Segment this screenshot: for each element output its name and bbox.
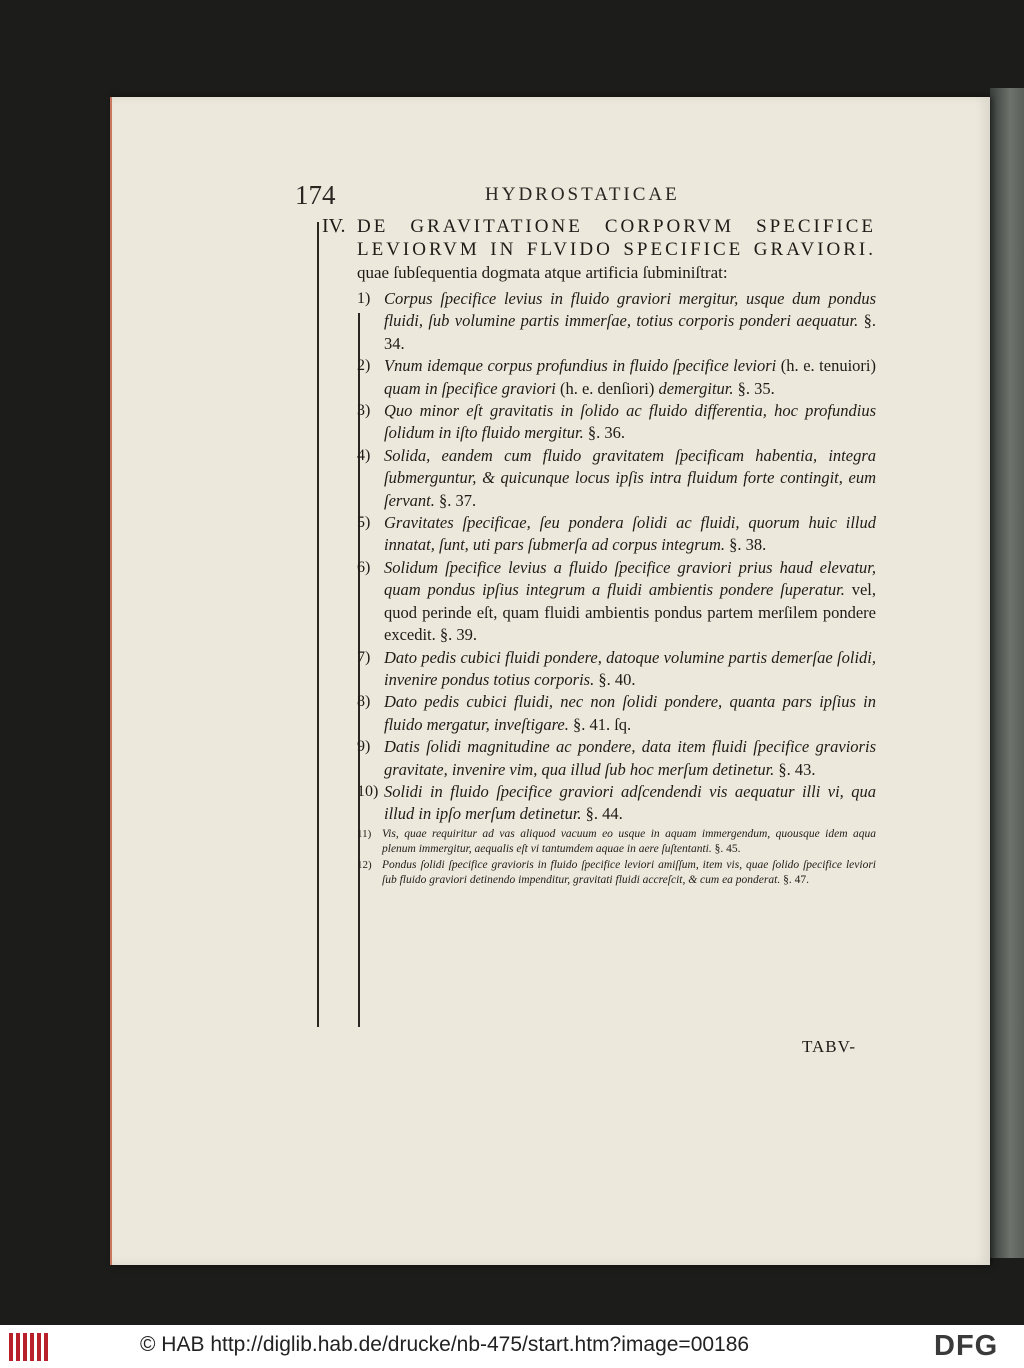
item-number: 2) [357,357,371,375]
list-item [320,288,876,355]
item-number: 6) [357,558,371,576]
item-reference: §. 44. [585,804,623,824]
item-reference: §. 36. [587,423,625,443]
item-reference: §. 43. [778,759,816,779]
item-number: 9) [357,738,371,756]
item-number: 4) [357,446,371,464]
item-text-roman: (h. e. denſiori) [559,378,655,398]
item-reference: §. 37. [439,490,477,510]
item-number: 7) [357,648,371,666]
item-text: Pondus ſolidi ſpecifice gravioris in fluido ſpecifice leviori amiſſum, item vis, quae ſolido ſpecifice leviori ſub fluido graviori detinendo impenditur, gravitati fluidi accreſcit, & cum ea ponderat. [382,858,876,886]
list-item [320,445,876,512]
item-text: Dato pedis cubici fluidi, nec non ſolidi pondere, quanta pars ipſius in fluido mergatur, inveſtigare. [384,692,876,734]
margin-rule-outer [317,222,319,1027]
running-title: HYDROSTATICAE [485,184,680,205]
list-item [320,781,876,826]
page-content [320,215,876,888]
list-item [320,400,876,445]
page-number: 174 [295,180,336,210]
list-item [320,557,876,647]
adjacent-page-edge [990,88,1024,1258]
book-page [110,97,990,1265]
propositions-list [320,288,876,888]
item-text: Solida, eandem cum fluido gravitatem ſpecificam habentia, integra ſubmerguntur, & quicunque locus ipſis intra fluidum forte contingit, eum ſervant. [384,445,876,510]
item-text: quam in ſpecifice graviori [384,378,556,398]
dfg-logo: DFG [934,1330,999,1362]
list-item [320,647,876,692]
catchword: TABV- [802,1037,857,1056]
list-item [320,858,876,888]
item-text: demergitur. [658,378,734,398]
item-text: Solidi in fluido ſpecifice graviori adſcendendi vis aequatur illi vi, qua illud in ipſo merſum detinetur. [384,781,876,824]
item-text: Gravitates ſpecificae, ſeu pondera ſolidi ac fluidi, quorum huic illud innatat, ſunt, uti pars ſubmerſa ad corpus integrum. [384,513,876,555]
item-number: 5) [357,514,371,532]
item-reference: §. 47. [783,873,809,886]
item-text: Quo minor eſt gravitatis in ſolido ac fluido differentia, hoc profundius ſolidum in iſto fluido mergitur. [384,401,876,443]
item-number: 12) [357,858,372,871]
item-text: Solidum ſpecifice levius a fluido ſpecifice graviori prius haud elevatur, quam pondus ipſius integrum a fluidi ambientis pondere ſuperatur. [384,557,876,600]
source-link[interactable]: © HAB http://diglib.hab.de/drucke/nb-475/start.htm?image=00186 [140,1333,750,1356]
hab-logo-icon [9,1333,51,1361]
item-text: Vis, quae requiritur ad vas aliquod vacuum eo usque in aquam immergendum, quousque idem aqua plenum immergitur, aequalis eſt vi tantumdem aquae in aere ſuſtentanti. [382,827,876,855]
item-number: 11) [357,827,372,840]
section-title-caps: DE GRAVITATIONE CORPORVM SPECIFICE LEVIORVM IN FLVIDO SPECIFICE GRAVIORI. [357,216,876,260]
item-reference: §. 34. [384,311,877,353]
item-text: Datis ſolidi magnitudine ac pondere, data item fluidi ſpecifice gravioris gravitate, invenire vim, qua illud ſub hoc merſum detinetur. [384,737,876,779]
item-text: Corpus ſpecifice levius in fluido graviori mergitur, usque dum pondus fluidi, ſub volumine partis immerſae, totius corporis ponderi aequatur. [384,289,876,331]
item-reference: §. 38. [729,535,767,555]
list-item [320,691,876,736]
section-title [320,215,876,284]
list-item [320,512,876,557]
item-reference: §. 35. [737,378,775,398]
item-reference: §. 41. ſq. [572,714,632,734]
running-head [112,180,990,210]
item-number: 8) [357,693,371,711]
item-number: 3) [357,402,371,420]
item-text-roman: (h. e. tenuiori) [780,356,877,376]
item-reference: §. 39. [439,625,478,645]
section-heading [320,215,876,284]
item-reference: §. 40. [598,669,636,689]
item-number: 1) [357,290,371,307]
item-text-roman: vel, quod perinde eſt, quam fluidi ambientis pondus partem merſilem pondere excedit. [384,580,877,645]
list-item [320,827,876,857]
section-title-rest: quae ſubſequentia dogmata atque artificia ſubminiſtrat: [357,263,728,282]
section-number: IV. [322,215,346,237]
viewer-footer [0,1325,1024,1368]
list-item [320,736,876,781]
item-number: 10) [357,782,379,800]
item-text: Vnum idemque corpus profundius in fluido ſpecifice leviori [384,356,777,376]
item-text: Dato pedis cubici fluidi pondere, datoque volumine partis demerſae ſolidi, invenire pondus totius corporis. [384,647,876,689]
item-reference: §. 45. [714,842,741,855]
list-item [320,355,876,400]
